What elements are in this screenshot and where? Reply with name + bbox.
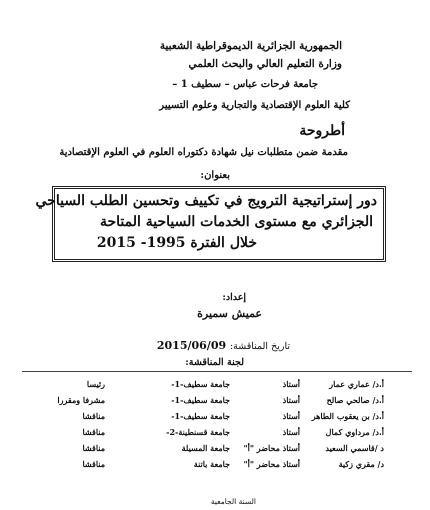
thesis-subtitle: مقدمة ضمن متطلبات نيل شهادة دكتوراه العلوم في العلوم الإقتصادية [59,147,348,158]
committee-member-role: مشرفا ومقررا [57,395,105,405]
discussion-date-value: 2015/06/09 [156,339,227,352]
thesis-title-box [35,186,386,262]
committee-member-university: جامعة سطيف-1- [171,379,230,389]
committee-member-role: مناقشا [82,427,105,437]
ministry-name: وزارة التعليم العالي والبحث العلمي [188,58,342,70]
republic-name: الجمهورية الجزائرية الديموقراطية الشعبية [159,40,342,52]
committee-member-rank: أستاذ محاضر "أ" [243,443,300,453]
faculty-name: كلية العلوم الإقتصادية والتجارية وعلوم التسيير [159,100,350,111]
committee-member-rank: أستاذ [282,427,300,437]
committee-member-role: مناقشا [82,459,105,469]
committee-member-rank: أستاذ [282,379,300,389]
committee-member-university: جامعة باتنة [193,459,230,469]
committee-member-university: جامعة قسنطينة-2- [166,427,230,437]
committee-member-rank: أستاذ [282,395,300,405]
prepared-by-label: إعداد: [222,292,246,303]
committee-member-name: أ.د/ عماري عمار [329,379,384,389]
committee-member-rank: أستاذ محاضر "أ" [243,459,300,469]
thesis-title-line: الجزائري مع مستوى الخدمات السياحية المتاحة [99,214,373,230]
thesis-label: أطروحة [299,123,345,139]
committee-member-name: أ.د/ صالحي صالح [326,395,384,405]
committee-member-role: مناقشا [82,443,105,453]
committee-member-rank: أستاذ [282,411,300,421]
title-intro-label: بعنوان: [200,170,230,181]
academic-year-label: السنة الجامعية [210,497,256,506]
committee-member-role: مناقشا [82,411,105,421]
committee-member-university: جامعة سطيف-1- [171,411,230,421]
university-name: جامعة فرحات عباس – سطيف 1 – [172,79,318,90]
thesis-title-line: دور إستراتيجية الترويج في تكييف وتحسين الطلب السياحي [35,193,377,209]
discussion-date [157,339,290,352]
committee-member-university: جامعة المسيلة [181,443,230,453]
divider [22,371,412,372]
committee-member-name: أ.د/ بن يعقوب الطاهر [311,411,384,421]
thesis-title-period: خلال الفترة 1995- 2015 [96,235,257,251]
committee-member-name: د /قاسمي السعيد [325,443,384,453]
committee-member-university: جامعة سطيف-1- [171,395,230,405]
committee-member-name: أ.د/ مرداوي كمال [325,427,384,437]
committee-member-role: رئيسا [86,379,105,389]
discussion-date-label: تاريخ المناقشة: [229,341,290,352]
committee-member-name: د/ مقري زكية [338,459,384,469]
committee-label: لجنة المناقشة: [185,357,244,368]
author-name: عميش سميرة [197,307,262,320]
